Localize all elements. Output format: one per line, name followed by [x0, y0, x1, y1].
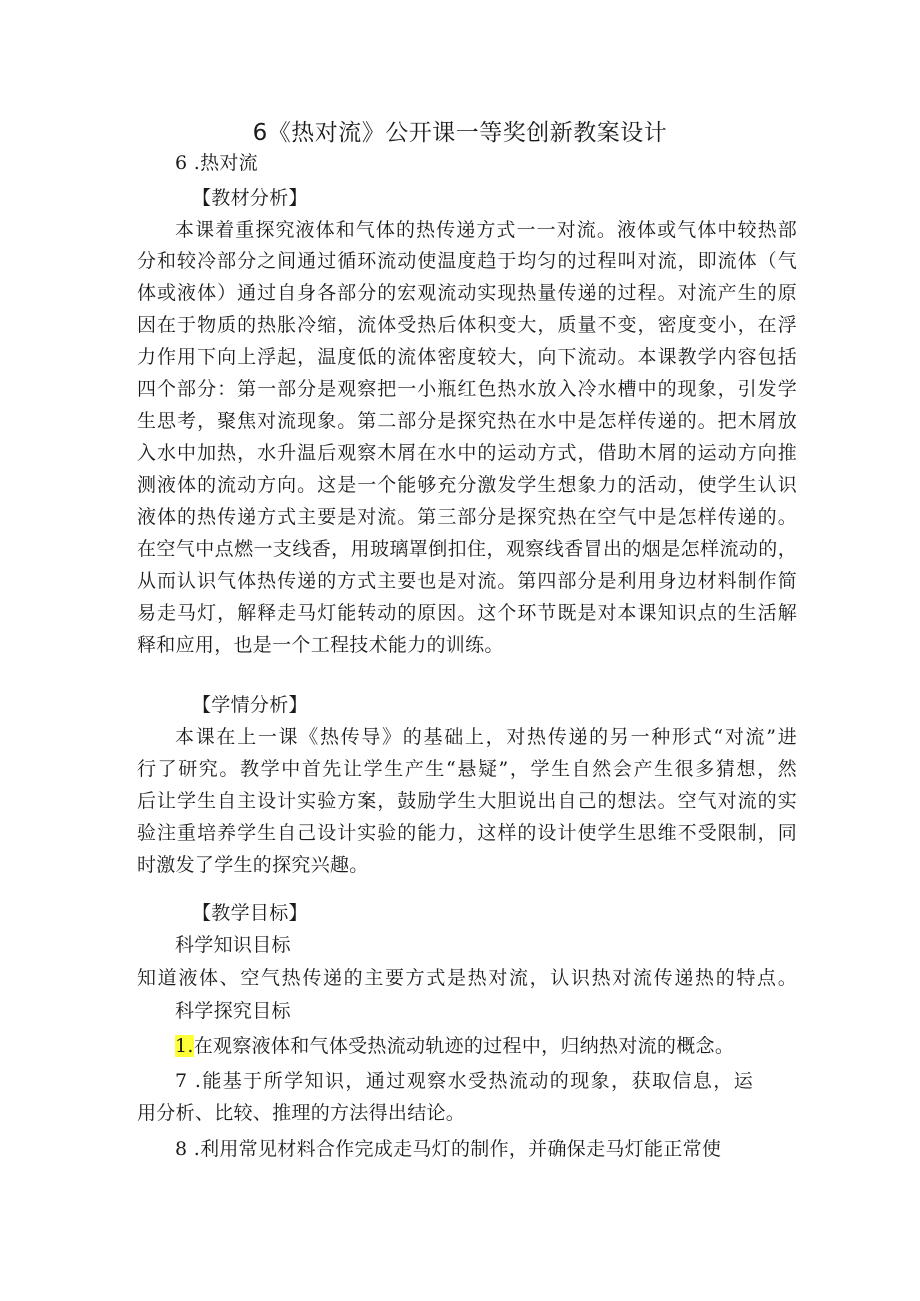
- paragraph-line: 液体的热传递方式主要是对流。第三部分是探究热在空气中是怎样传递的。: [137, 506, 797, 528]
- knowledge-goal-text: 知道液体、空气热传递的主要方式是热对流，认识热对流传递热的特点。: [137, 967, 797, 989]
- paragraph-line: 本课在上一课《热传导》的基础上，对热传递的另一种形式“对流”进: [175, 726, 797, 748]
- goal-item-7-line: 用分析、比较、推理的方法得出结论。: [137, 1102, 466, 1124]
- paragraph-line: 入水中加热，水升温后观察木屑在水中的运动方式，借助木屑的运动方向推: [137, 442, 797, 464]
- paragraph-line: 力作用下向上浮起，温度低的流体密度较大，向下流动。本课教学内容包括: [137, 346, 797, 368]
- paragraph-line: 行了研究。教学中首先让学生产生“悬疑”，学生自然会产生很多猜想，然: [137, 758, 797, 780]
- section-heading-teaching-goals: 【教学目标】: [192, 902, 308, 924]
- paragraph-line: 验注重培养学生自己设计实验的能力，这样的设计使学生思维不受限制，同: [137, 822, 797, 844]
- paragraph-line: 体或液体）通过自身各部分的宏观流动实现热量传递的过程。对流产生的原: [137, 282, 797, 304]
- section-heading-learner-analysis: 【学情分析】: [192, 694, 308, 716]
- paragraph-line: 后让学生自主设计实验方案，鼓励学生大胆说出自己的想法。空气对流的实: [137, 790, 797, 812]
- goal-item-1-text: 在观察液体和气体受热流动轨迹的过程中，归纳热对流的概念。: [193, 1035, 735, 1057]
- lesson-heading: 6 .热对流: [175, 152, 258, 174]
- goal-item-8-line: 8 .利用常见材料合作完成走马灯的制作，并确保走马灯能正常使: [175, 1138, 722, 1160]
- section-heading-textbook-analysis: 【教材分析】: [192, 187, 308, 209]
- paragraph-line: 从而认识气体热传递的方式主要也是对流。第四部分是利用身边材料制作简: [137, 570, 797, 592]
- highlighted-item-number: 1.: [175, 1035, 194, 1057]
- paragraph-line: 释和应用，也是一个工程技术能力的训练。: [137, 634, 504, 656]
- inquiry-goal-title: 科学探究目标: [175, 1000, 291, 1022]
- document-title: 6《热对流》公开课一等奖创新教案设计: [252, 120, 668, 146]
- paragraph-line: 因在于物质的热胀冷缩，流体受热后体积变大，质量不变，密度变小，在浮: [137, 314, 797, 336]
- paragraph-line: 分和较冷部分之间通过循环流动使温度趋于均匀的过程叫对流，即流体（气: [137, 250, 797, 272]
- paragraph-line: 四个部分：第一部分是观察把一小瓶红色热水放入冷水槽中的现象，引发学: [137, 378, 797, 400]
- goal-item-7-line: 7 .能基于所学知识，通过观察水受热流动的现象，获取信息，运: [175, 1070, 753, 1092]
- paragraph-line: 时激发了学生的探究兴趣。: [137, 854, 369, 876]
- paragraph-line: 易走马灯，解释走马灯能转动的原因。这个环节既是对本课知识点的生活解: [137, 602, 797, 624]
- knowledge-goal-title: 科学知识目标: [175, 934, 291, 956]
- goal-item-1: [175, 1031, 835, 1061]
- paragraph-line: 在空气中点燃一支线香，用玻璃罩倒扣住，观察线香冒出的烟是怎样流动的，: [137, 538, 797, 560]
- paragraph-line: 测液体的流动方向。这是一个能够充分激发学生想象力的活动，使学生认识: [137, 474, 797, 496]
- paragraph-line: 本课着重探究液体和气体的热传递方式一一对流。液体或气体中较热部: [175, 219, 797, 241]
- paragraph-line: 生思考，聚焦对流现象。第二部分是探究热在水中是怎样传递的。把木屑放: [137, 410, 797, 432]
